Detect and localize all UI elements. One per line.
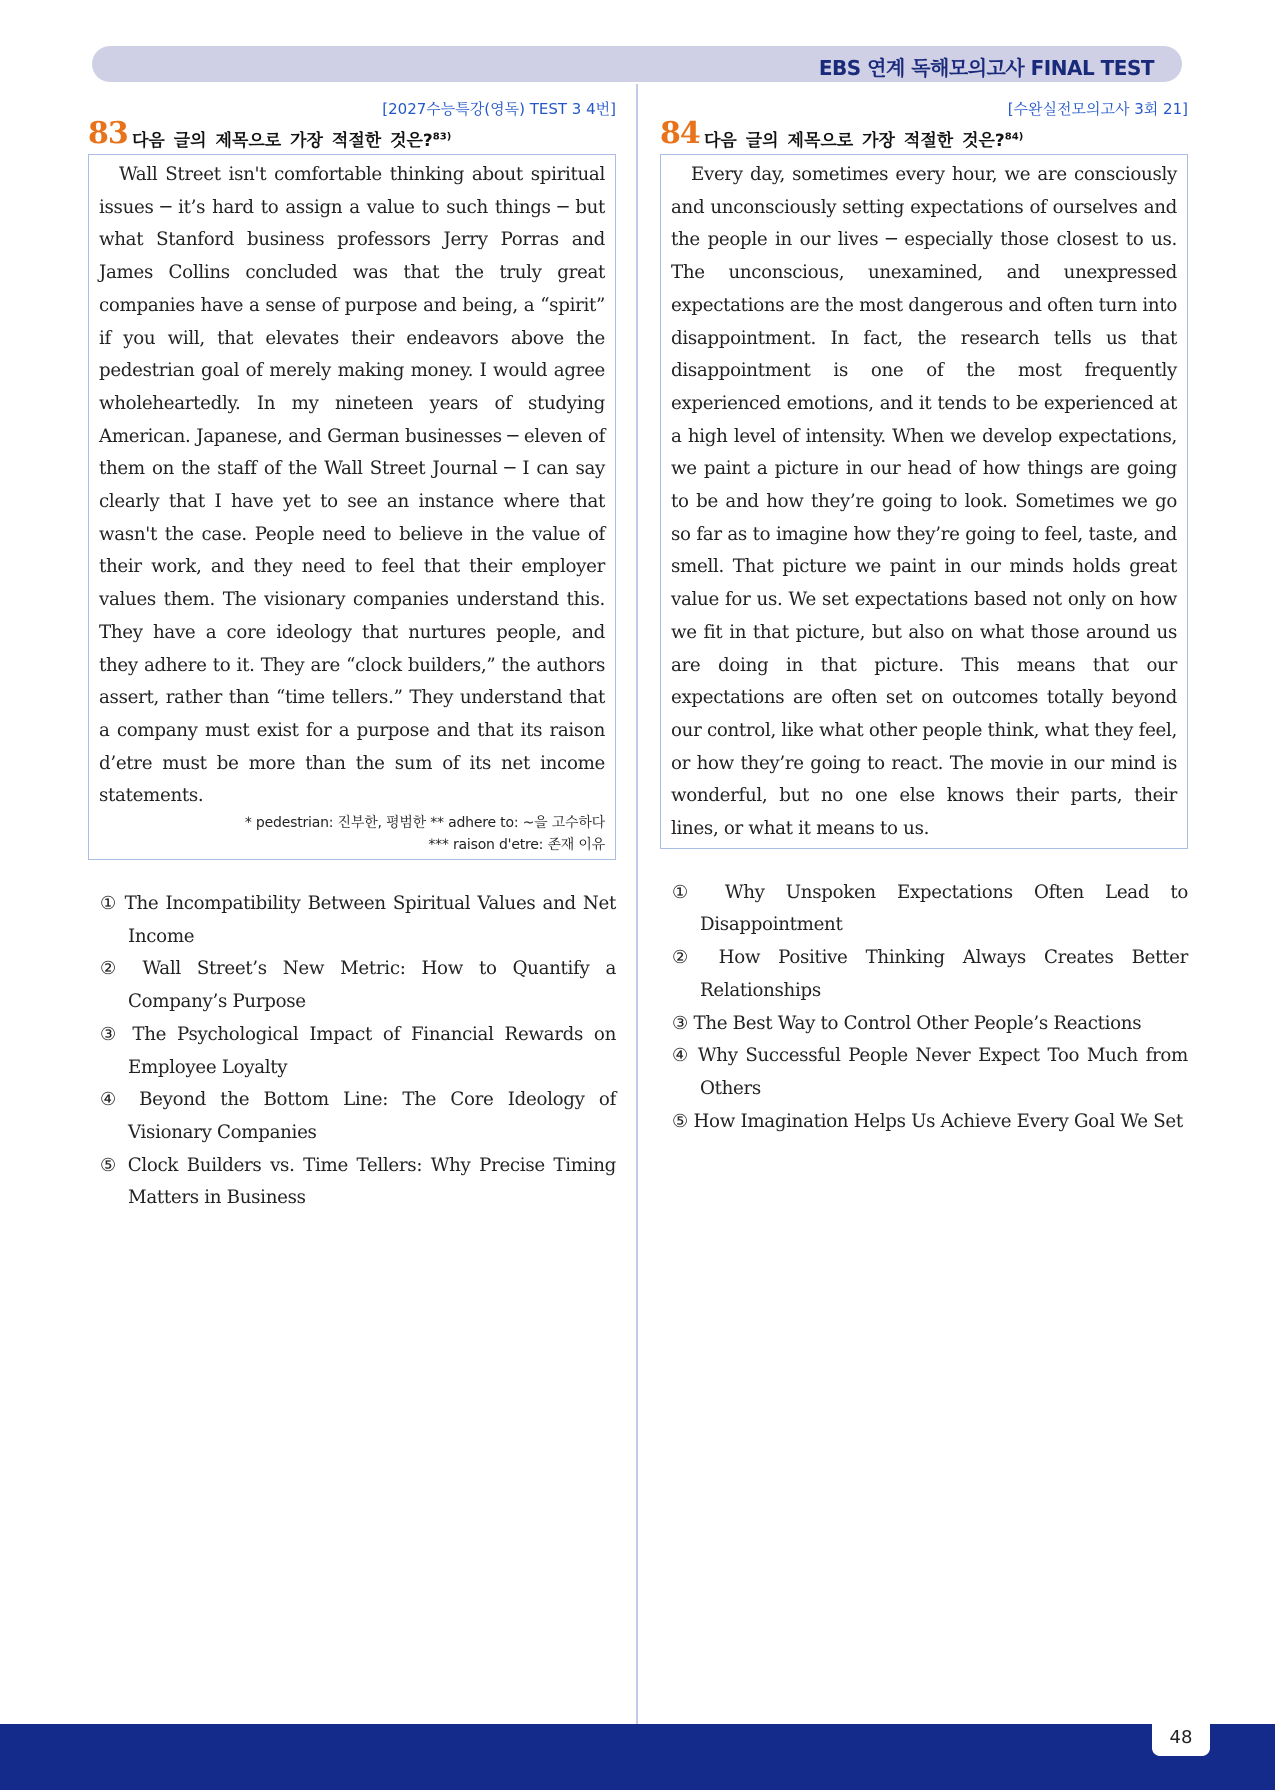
question-prompt <box>132 126 451 151</box>
choice-1: ① Why Unspoken Expectations Often Lead to Disappointment <box>672 881 1188 936</box>
question-prompt-text: 다음 글의 제목으로 가장 적절한 것은? <box>132 131 433 151</box>
question-prompt-text: 다음 글의 제목으로 가장 적절한 것은? <box>704 131 1005 151</box>
answer-choices <box>88 888 616 1215</box>
footer-bar <box>0 1724 1275 1790</box>
question-header <box>660 116 1188 154</box>
footnote-line-1: * pedestrian: 진부한, 평범한 ** adhere to: ~을 고수하다 <box>244 815 605 832</box>
question-83 <box>88 98 616 1215</box>
header-bar <box>92 46 1182 82</box>
footnote-ref: 83) <box>432 131 452 143</box>
passage-box <box>660 154 1188 849</box>
question-header <box>88 116 616 154</box>
question-84 <box>660 98 1188 1138</box>
column-divider <box>636 84 638 1726</box>
choice-1: ① The Incompatibility Between Spiritual Values and Net Income <box>100 893 616 947</box>
choice-4: ④ Beyond the Bottom Line: The Core Ideology of Visionary Companies <box>100 1089 616 1143</box>
choice-3: ③ The Best Way to Control Other People’s Reactions <box>672 1012 1142 1034</box>
question-source: [수완실전모의고사 3회 21] <box>1007 100 1188 118</box>
question-number: 83 <box>88 116 128 151</box>
page-number: 48 <box>1152 1720 1210 1756</box>
question-prompt <box>704 126 1023 151</box>
choice-3: ③ The Psychological Impact of Financial Rewards on Employee Loyalty <box>100 1023 616 1078</box>
choice-5: ⑤ How Imagination Helps Us Achieve Every Goal We Set <box>672 1110 1183 1132</box>
passage-box <box>88 154 616 860</box>
footnote-ref: 84) <box>1004 131 1024 143</box>
choice-2: ② How Positive Thinking Always Creates Better Relationships <box>672 947 1188 1001</box>
answer-choices <box>660 877 1188 1139</box>
header-title: EBS 연계 독해모의고사 FINAL TEST <box>818 56 1154 80</box>
question-source: [2027수능특강(영독) TEST 3 4번] <box>382 100 616 118</box>
choice-2: ② Wall Street’s New Metric: How to Quantify a Company’s Purpose <box>100 958 616 1013</box>
choice-4: ④ Why Successful People Never Expect Too Much from Others <box>672 1045 1188 1099</box>
question-number: 84 <box>660 116 700 151</box>
passage-text: Every day, sometimes every hour, we are consciously and unconsciously setting expectations of ourselves and the people in our lives ─ especially those closest to us. The unconscious, unexamined, and unexpressed expectations are the most dangerous and often turn into disappointment. In fact, the research tells us that disappointment is one of the most frequently experienced emotions, and it tends to be experienced at a high level of intensity. When we develop expectations, we paint a picture in our head of how things are going to be and how they’re going to look. Sometimes we go so far as to imagine how they’re going to feel, taste, and smell. That picture we paint in our minds holds great value for us. We set expectations based not only on how we fit in that picture, but also on what those around us are doing in that picture. This means that our expectations are often set on outcomes totally beyond our control, like what other people think, what they feel, or how they’re going to react. The movie in our mind is wonderful, but no one else knows their parts, their lines, or what it means to us. <box>671 164 1177 840</box>
footnote-line-2: *** raison d'etre: 존재 이유 <box>428 837 605 854</box>
choice-5: ⑤ Clock Builders vs. Time Tellers: Why Precise Timing Matters in Business <box>100 1154 616 1209</box>
passage-text: Wall Street isn't comfortable thinking about spiritual issues ─ it’s hard to assign a value to such things ─ but what Stanford business professors Jerry Porras and James Collins concluded was that the truly great companies have a sense of purpose and being, a “spirit” if you will, that elevates their endeavors above the pedestrian goal of merely making money. I would agree wholeheartedly. In my nineteen years of studying American. Japanese, and German businesses ─ eleven of them on the staff of the Wall Street Journal ─ I can say clearly that I have yet to see an instance where that wasn't the case. People need to believe in the value of their work, and they need to feel that their employer values them. The visionary companies understand this. They have a core ideology that nurtures people, and they adhere to it. They are “clock builders,” the authors assert, rather than “time tellers.” They understand that a company must exist for a purpose and that its raison d’etre must be more than the sum of its net income statements. <box>99 164 605 807</box>
